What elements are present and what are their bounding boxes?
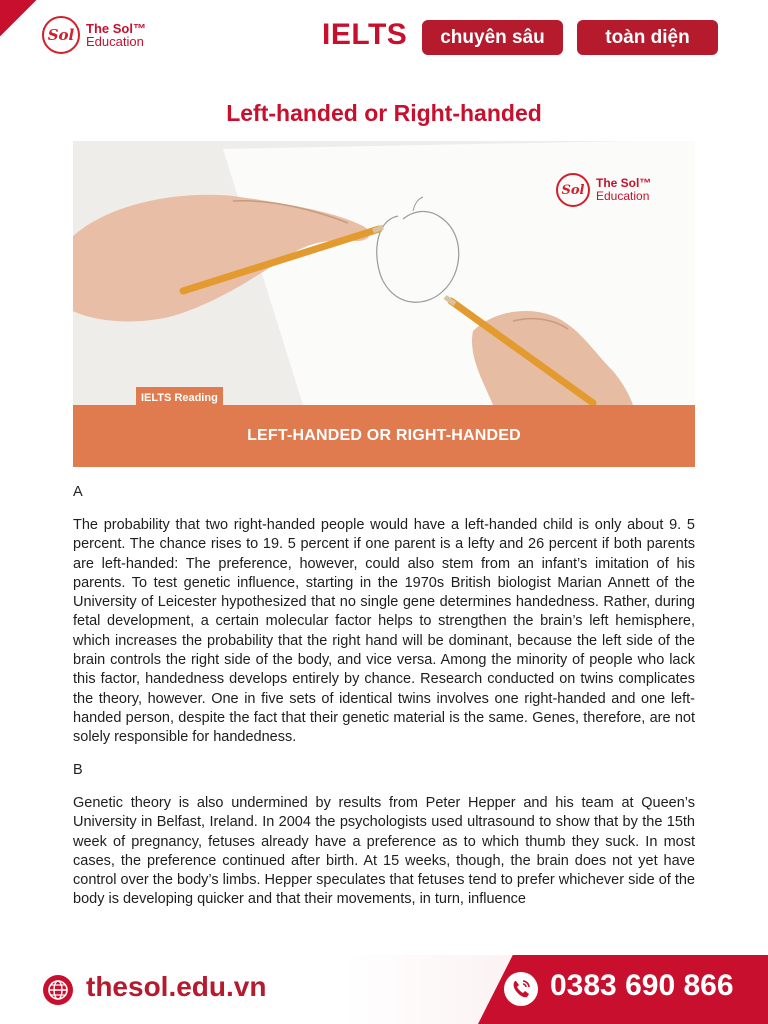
hero-brand-name: The Sol™ bbox=[596, 176, 652, 190]
sol-logo-icon: Sol bbox=[556, 173, 590, 207]
section-label-b: B bbox=[73, 762, 83, 778]
phone-icon bbox=[504, 972, 538, 1006]
sol-logo-icon: Sol bbox=[42, 16, 80, 54]
globe-icon bbox=[43, 975, 73, 1005]
hero-image bbox=[73, 141, 695, 405]
document-title: Left-handed or Right-handed bbox=[226, 100, 542, 126]
phone-number[interactable]: 0383 690 866 bbox=[550, 969, 734, 1002]
hero-brand-subtitle: Education bbox=[596, 189, 650, 203]
paragraph-b: Genetic theory is also undermined by results from Peter Hepper and his team at Queen’s University in Belfast, Ireland. In 2004 the psychologists used ultrasound to show that by the 15th week of pregnancy, fetuses already have a preference as to which thumb they suck. In most cases, the preference continued after birth. At 15 weeks, though, the brain does not yet have control over the body’s limbs. Hepper speculates that fetuses tend to prefer whichever side of the body is developing quicker and that their movements, in turn, influence bbox=[73, 795, 695, 908]
tag-pill-comprehensive: toàn diện bbox=[577, 20, 718, 55]
tag-pill-in-depth: chuyên sâu bbox=[422, 20, 563, 55]
hero-brand-logo bbox=[556, 173, 651, 207]
brand-logo[interactable] bbox=[42, 16, 146, 54]
brand-subtitle: Education bbox=[86, 34, 144, 49]
hero-banner-title: LEFT-HANDED OR RIGHT-HANDED bbox=[73, 405, 695, 467]
paragraph-a: The probability that two right-handed people would have a left-handed child is only about 9. 5 percent. The chance rises to 19. 5 percent if one parent is a lefty and 26 percent if both parents are left-handed: The preference, however, could also stem from an infant’s imitation of his parents. To test genetic influence, starting in the 1970s British biologist Marian Annett of the University of Leicester hypothesized that no single gene determines handedness. Rather, during fetal development, a certain molecular factor helps to strengthen the brain’s left hemisphere, which increases the probability that the right hand will be dominant, because the left side of the brain controls the right side of the body, and vice versa. Among the minority of people who lack this factor, handedness develops entirely by chance. Research conducted on twins complicates the theory, however. One in five sets of identical twins involves one right-handed and one left-handed person, despite the fact that their genetic material is the same. Genes, therefore, are not solely responsible for handedness. bbox=[73, 517, 695, 746]
page-footer bbox=[0, 955, 768, 1024]
exam-title: IELTS bbox=[322, 18, 408, 51]
page-header bbox=[0, 0, 768, 80]
brand-name: The Sol™ bbox=[86, 21, 146, 36]
category-tag: IELTS Reading bbox=[136, 387, 223, 409]
website-link[interactable]: thesol.edu.vn bbox=[86, 971, 267, 1002]
section-label-a: A bbox=[73, 484, 83, 500]
